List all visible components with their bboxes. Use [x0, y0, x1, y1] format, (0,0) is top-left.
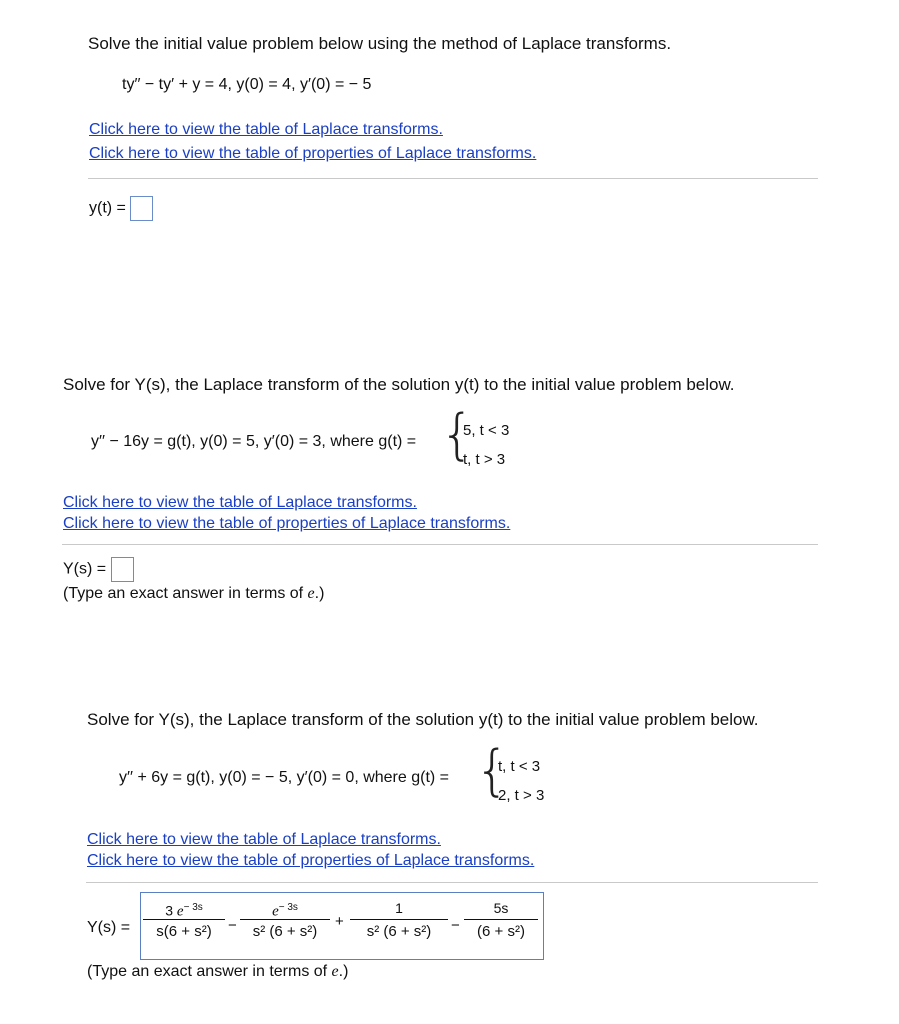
problem3-divider [86, 882, 818, 883]
term-3-denominator: s² (6 + s²) [366, 923, 432, 940]
problem2-equation: y′′ − 16y = g(t), y(0) = 5, y′(0) = 3, where g(t) = [91, 433, 417, 450]
problem2-answer-input[interactable] [111, 557, 134, 582]
answer-term-2 [240, 898, 330, 943]
problem3-hint-var: e [331, 963, 339, 980]
problem3-equation: y′′ + 6y = g(t), y(0) = − 5, y′(0) = 0, where g(t) = [119, 769, 450, 786]
problem3-brace: { [475, 739, 510, 802]
problem2-divider [62, 544, 818, 545]
problem2-prompt: Solve for Y(s), the Laplace transform of the solution y(t) to the initial value problem below. [63, 375, 735, 394]
problem1-answer-row [89, 196, 153, 221]
problem2-answer-label: Y(s) = [63, 560, 107, 578]
operator-1: − [228, 917, 237, 934]
operator-3: − [451, 917, 460, 934]
problem2-hint-var: e [307, 585, 315, 602]
term-3-numerator: 1 [395, 900, 403, 916]
term-1-fraction-bar [143, 919, 225, 920]
term-4-denominator: (6 + s²) [477, 923, 525, 940]
problem3-prompt: Solve for Y(s), the Laplace transform of the solution y(t) to the initial value problem below. [87, 710, 759, 729]
term-2-exponent: − 3s [278, 902, 298, 913]
problem2-brace: { [440, 403, 475, 466]
problem2-case-2: t, t > 3 [463, 451, 506, 468]
term-1-coef: 3 [165, 902, 174, 919]
problem3-link-laplace-table[interactable]: Click here to view the table of Laplace transforms. [87, 831, 441, 848]
problem1-link-properties-table[interactable]: Click here to view the table of properties of Laplace transforms. [89, 145, 537, 162]
problem3-hint [87, 963, 348, 981]
term-2-e: e [272, 903, 279, 920]
problem1-answer-label: y(t) = [89, 199, 126, 217]
problem3-case-2: 2, t > 3 [498, 787, 545, 804]
problem3-case-1: t, t < 3 [498, 758, 541, 775]
term-1-e: e [176, 903, 184, 920]
answer-term-1 [143, 898, 225, 943]
problem2-hint-prefix: (Type an exact answer in terms of [63, 585, 308, 602]
term-1-exponent: − 3s [183, 902, 203, 913]
problem2-link-properties-table[interactable]: Click here to view the table of properties of Laplace transforms. [63, 515, 511, 532]
problem1-equation: ty′′ − ty′ + y = 4, y(0) = 4, y′(0) = − 5 [122, 76, 372, 93]
term-4-fraction-bar [464, 919, 538, 920]
operator-2: + [335, 913, 344, 930]
answer-term-3 [350, 898, 448, 943]
term-4-numerator: 5s [493, 900, 509, 916]
problem1-prompt: Solve the initial value problem below using the method of Laplace transforms. [88, 34, 672, 53]
term-1-denominator: s(6 + s²) [156, 923, 212, 940]
term-3-fraction-bar [350, 919, 448, 920]
problem3-hint-prefix: (Type an exact answer in terms of [87, 963, 332, 980]
term-2-denominator: s² (6 + s²) [252, 923, 318, 940]
problem3-hint-suffix: .) [338, 963, 349, 980]
problem2-answer-row [63, 557, 134, 582]
problem2-link-laplace-table[interactable]: Click here to view the table of Laplace transforms. [63, 494, 417, 511]
problem2-case-1: 5, t < 3 [463, 422, 510, 439]
term-2-fraction-bar [240, 919, 330, 920]
problem2-hint-suffix: .) [314, 585, 325, 602]
problem1-link-laplace-table[interactable]: Click here to view the table of Laplace transforms. [89, 121, 443, 138]
problem1-divider [88, 178, 818, 179]
problem2-hint [63, 585, 324, 603]
problem3-answer-label: Y(s) = [87, 919, 131, 936]
answer-term-4 [464, 898, 538, 943]
problem1-answer-input[interactable] [130, 196, 153, 221]
problem3-link-properties-table[interactable]: Click here to view the table of properties of Laplace transforms. [87, 852, 535, 869]
